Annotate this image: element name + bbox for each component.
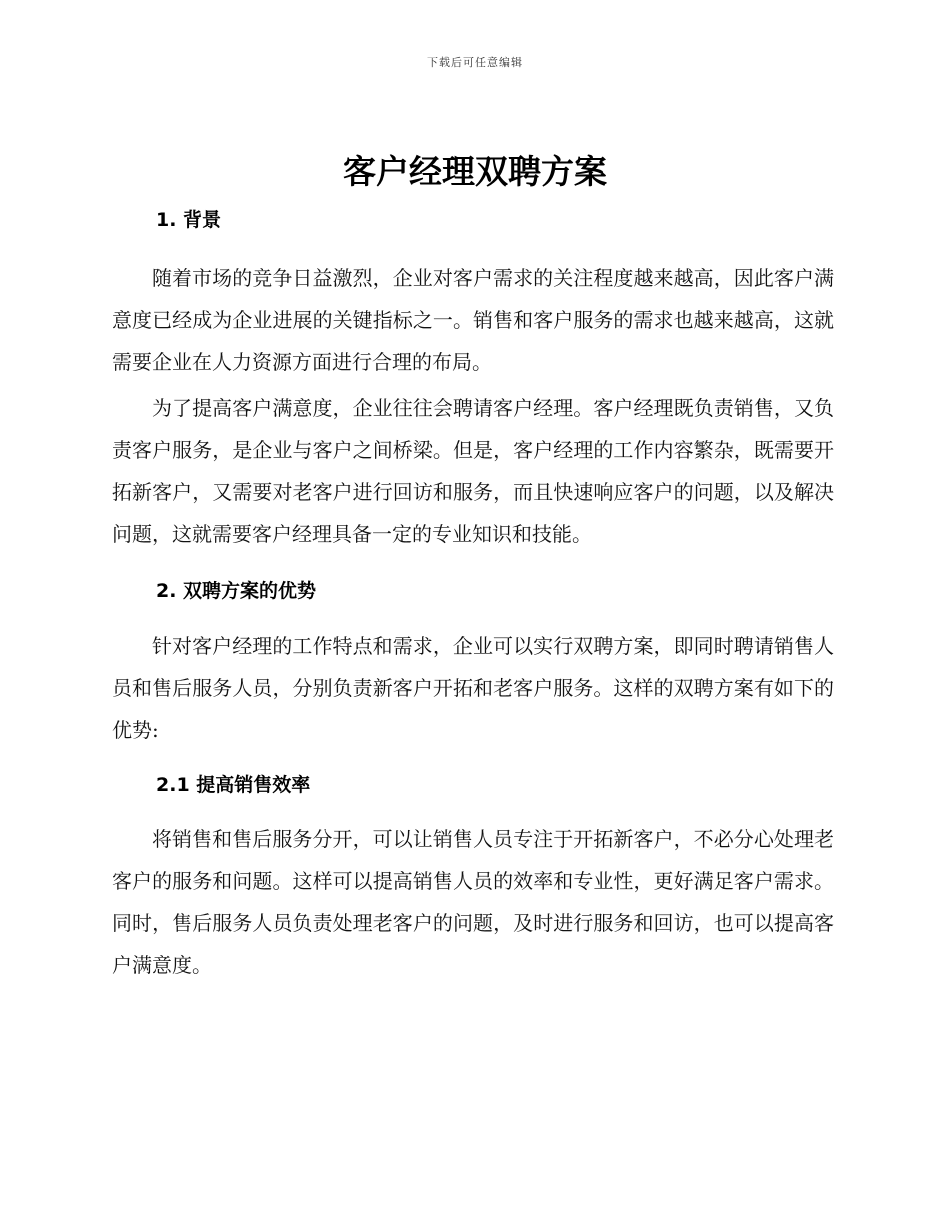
paragraph-sales-efficiency-1: 将销售和售后服务分开，可以让销售人员专注于开拓新客户，不必分心处理老客户的服务和问题。这样可以提高销售人员的效率和专业性，更好满足客户需求。同时，售后服务人员负责处理老客户的问题，及时进行服务和回访，也可以提高客户满意度。 [112, 827, 834, 977]
paragraph-background-1: 随着市场的竞争日益激烈，企业对客户需求的关注程度越来越高，因此客户满意度已经成为企业进展的关键指标之一。销售和客户服务的需求也越来越高，这就需要企业在人力资源方面进行合理的布局。 [112, 266, 834, 374]
document-body [112, 206, 834, 986]
page-header-note: 下载后可任意编辑 [427, 56, 523, 69]
document-title: 客户经理双聘方案 [343, 152, 607, 191]
subsection-heading-sales-efficiency: 2.1 提高销售效率 [156, 774, 311, 796]
section-heading-background: 1. 背景 [156, 209, 222, 231]
paragraph-background-2: 为了提高客户满意度，企业往往会聘请客户经理。客户经理既负责销售，又负责客户服务，是企业与客户之间桥梁。但是，客户经理的工作内容繁杂，既需要开拓新客户，又需要对老客户进行回访和服务，而且快速响应客户的问题，以及解决问题，这就需要客户经理具备一定的专业知识和技能。 [112, 396, 834, 546]
paragraph-advantages-1: 针对客户经理的工作特点和需求，企业可以实行双聘方案，即同时聘请销售人员和售后服务人员，分别负责新客户开拓和老客户服务。这样的双聘方案有如下的优势: [112, 634, 834, 742]
section-heading-advantages: 2. 双聘方案的优势 [156, 580, 317, 602]
